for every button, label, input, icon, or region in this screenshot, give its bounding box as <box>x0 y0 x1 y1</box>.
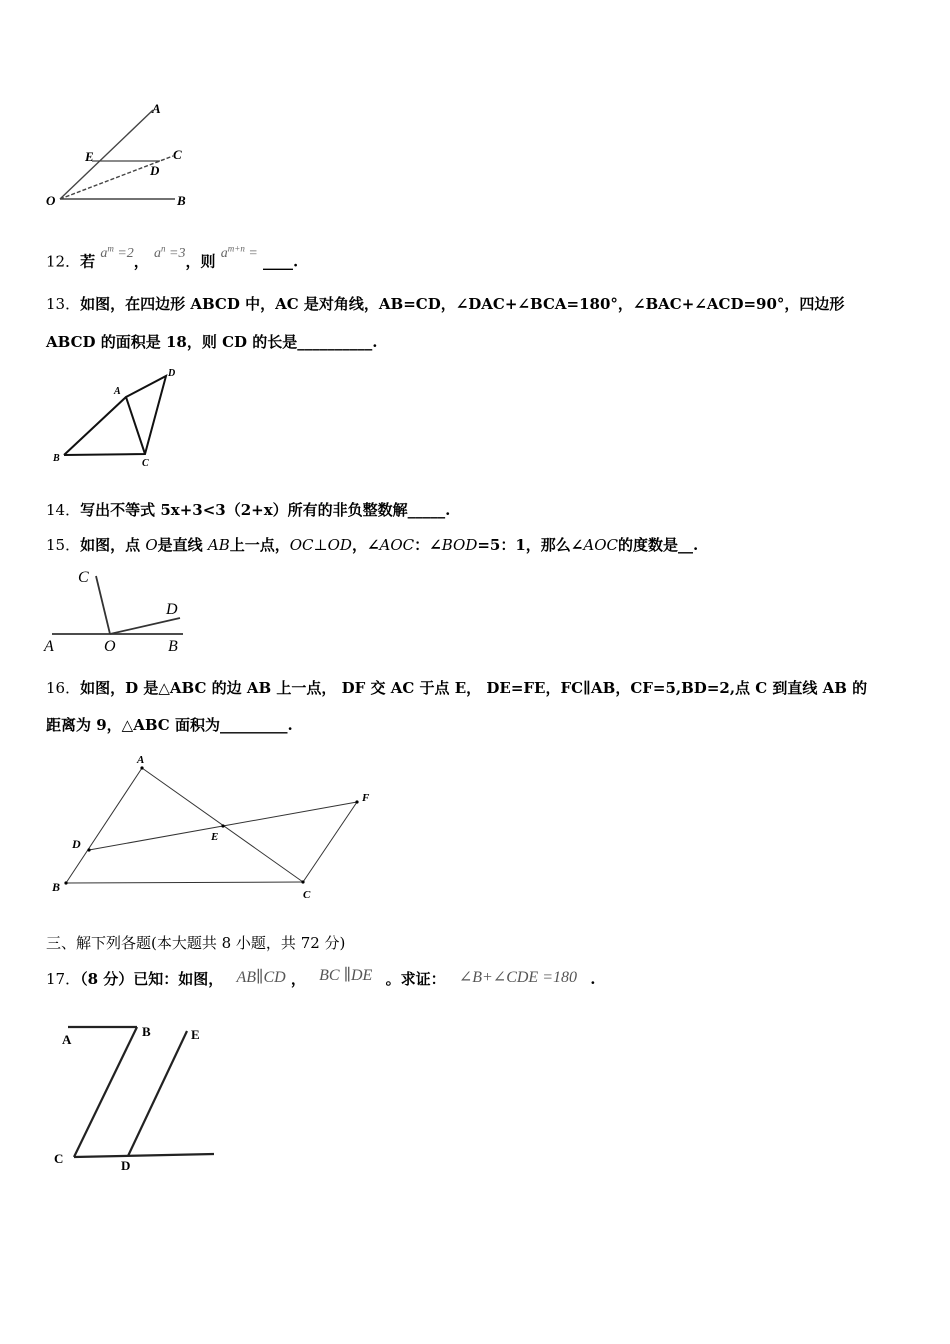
label-d: D <box>166 601 178 618</box>
label-c: C <box>173 147 182 162</box>
q13-text-line1: 如图，在四边形 ABCD 中，AC 是对角线，AB=CD，∠DAC+∠BCA=180°，∠BAC+∠ACD=90°，四边形 <box>80 295 845 313</box>
question-14 <box>46 500 450 520</box>
figure-16 <box>45 748 390 903</box>
figure-13 <box>48 362 188 472</box>
question-15: 15．如图，点 O是直线 AB上一点，OC⊥OD，∠AOC：∠BOD=5：1，那么∠AOC的度数是__. <box>46 536 699 554</box>
label-b: B <box>53 453 60 464</box>
question-16-line1 <box>46 678 867 698</box>
figure-15 <box>40 562 190 657</box>
q17-expr3: ∠B+∠CDE =180 <box>458 969 577 986</box>
segment-cd <box>74 1154 214 1157</box>
segment-de <box>128 1031 187 1156</box>
section-3-heading: 三、解下列各题(本大题共 8 小题，共 72 分) <box>46 934 346 952</box>
question-13-line2 <box>46 332 377 352</box>
question-number: 13． <box>46 295 81 313</box>
q15-answer[interactable]: 的度数是__. <box>617 536 699 554</box>
label-a: A <box>62 1032 72 1047</box>
label-o: O <box>46 193 56 208</box>
label-b: B <box>142 1024 151 1039</box>
q17-expr2: BC ∥DE <box>319 967 373 984</box>
label-e: E <box>85 149 94 164</box>
q12-sep1: ， <box>133 252 149 271</box>
question-13-line1 <box>46 294 844 314</box>
q12-prefix: 若 <box>80 252 96 271</box>
label-b: B <box>168 638 178 655</box>
question-number: 15． <box>46 536 81 554</box>
label-a: A <box>137 754 145 766</box>
label-b: B <box>177 193 186 208</box>
q14-text[interactable]: 写出不等式 5x+3<3（2+x）所有的非负整数解_____. <box>80 501 451 519</box>
q12-expr1: $a^m =2$ <box>100 243 134 261</box>
label-o: O <box>104 638 116 655</box>
label-e: E <box>211 831 219 843</box>
label-a: A <box>152 101 161 116</box>
label-f: F <box>362 792 370 804</box>
diagonal-ac <box>126 397 145 454</box>
q13-text-line2[interactable]: ABCD 的面积是 18，则 CD 的长是__________. <box>46 333 378 351</box>
label-b: B <box>52 880 61 894</box>
label-d: D <box>72 837 81 851</box>
label-c: C <box>54 1151 64 1166</box>
ray-od <box>110 618 180 634</box>
question-number: 17． <box>46 970 81 988</box>
q12-expr3: $a^{m+n}$ = <box>220 243 258 261</box>
side-bc <box>66 882 303 883</box>
label-d: D <box>121 1158 131 1173</box>
label-c: C <box>303 889 311 901</box>
answer-blank[interactable]: ____ <box>263 252 294 271</box>
label-e: E <box>191 1027 200 1042</box>
q17-text: （8 分）已知：如图， <box>80 970 224 988</box>
segment-bc <box>74 1027 137 1157</box>
figure-17 <box>48 1015 228 1180</box>
label-d: D <box>150 163 160 178</box>
ray-oa <box>60 110 153 199</box>
segment-fc <box>303 802 357 882</box>
q12-sep2: ，则 <box>185 252 216 271</box>
label-a: A <box>114 386 121 397</box>
figure-11 <box>40 95 200 215</box>
q12-end: . <box>293 252 299 271</box>
label-d: D <box>168 368 176 379</box>
question-number: 16． <box>46 679 81 697</box>
question-16-line2 <box>46 715 293 735</box>
q12-expr2: $a^n =3$ <box>154 243 186 261</box>
side-ab <box>66 768 142 883</box>
question-12 <box>46 243 299 274</box>
q16-text-line1: 如图，D 是△ABC 的边 AB 上一点， DF 交 AC 于点 E， DE=FE，FC∥AB，CF=5,BD=2,点 C 到直线 AB 的 <box>80 679 868 697</box>
q16-text-line2[interactable]: 距离为 9，△ABC 面积为_________. <box>46 716 293 734</box>
q17-expr1: AB∥CD <box>236 969 286 986</box>
ray-oc <box>96 576 110 634</box>
label-a: A <box>44 638 54 655</box>
question-17: 17．（8 分）已知：如图， AB∥CD ， BC ∥DE 。求证： ∠B+∠CDE =180 . <box>46 967 596 988</box>
question-number: 12． <box>46 252 81 271</box>
label-c: C <box>142 458 149 469</box>
question-number: 14． <box>46 501 81 519</box>
label-c: C <box>78 569 89 586</box>
